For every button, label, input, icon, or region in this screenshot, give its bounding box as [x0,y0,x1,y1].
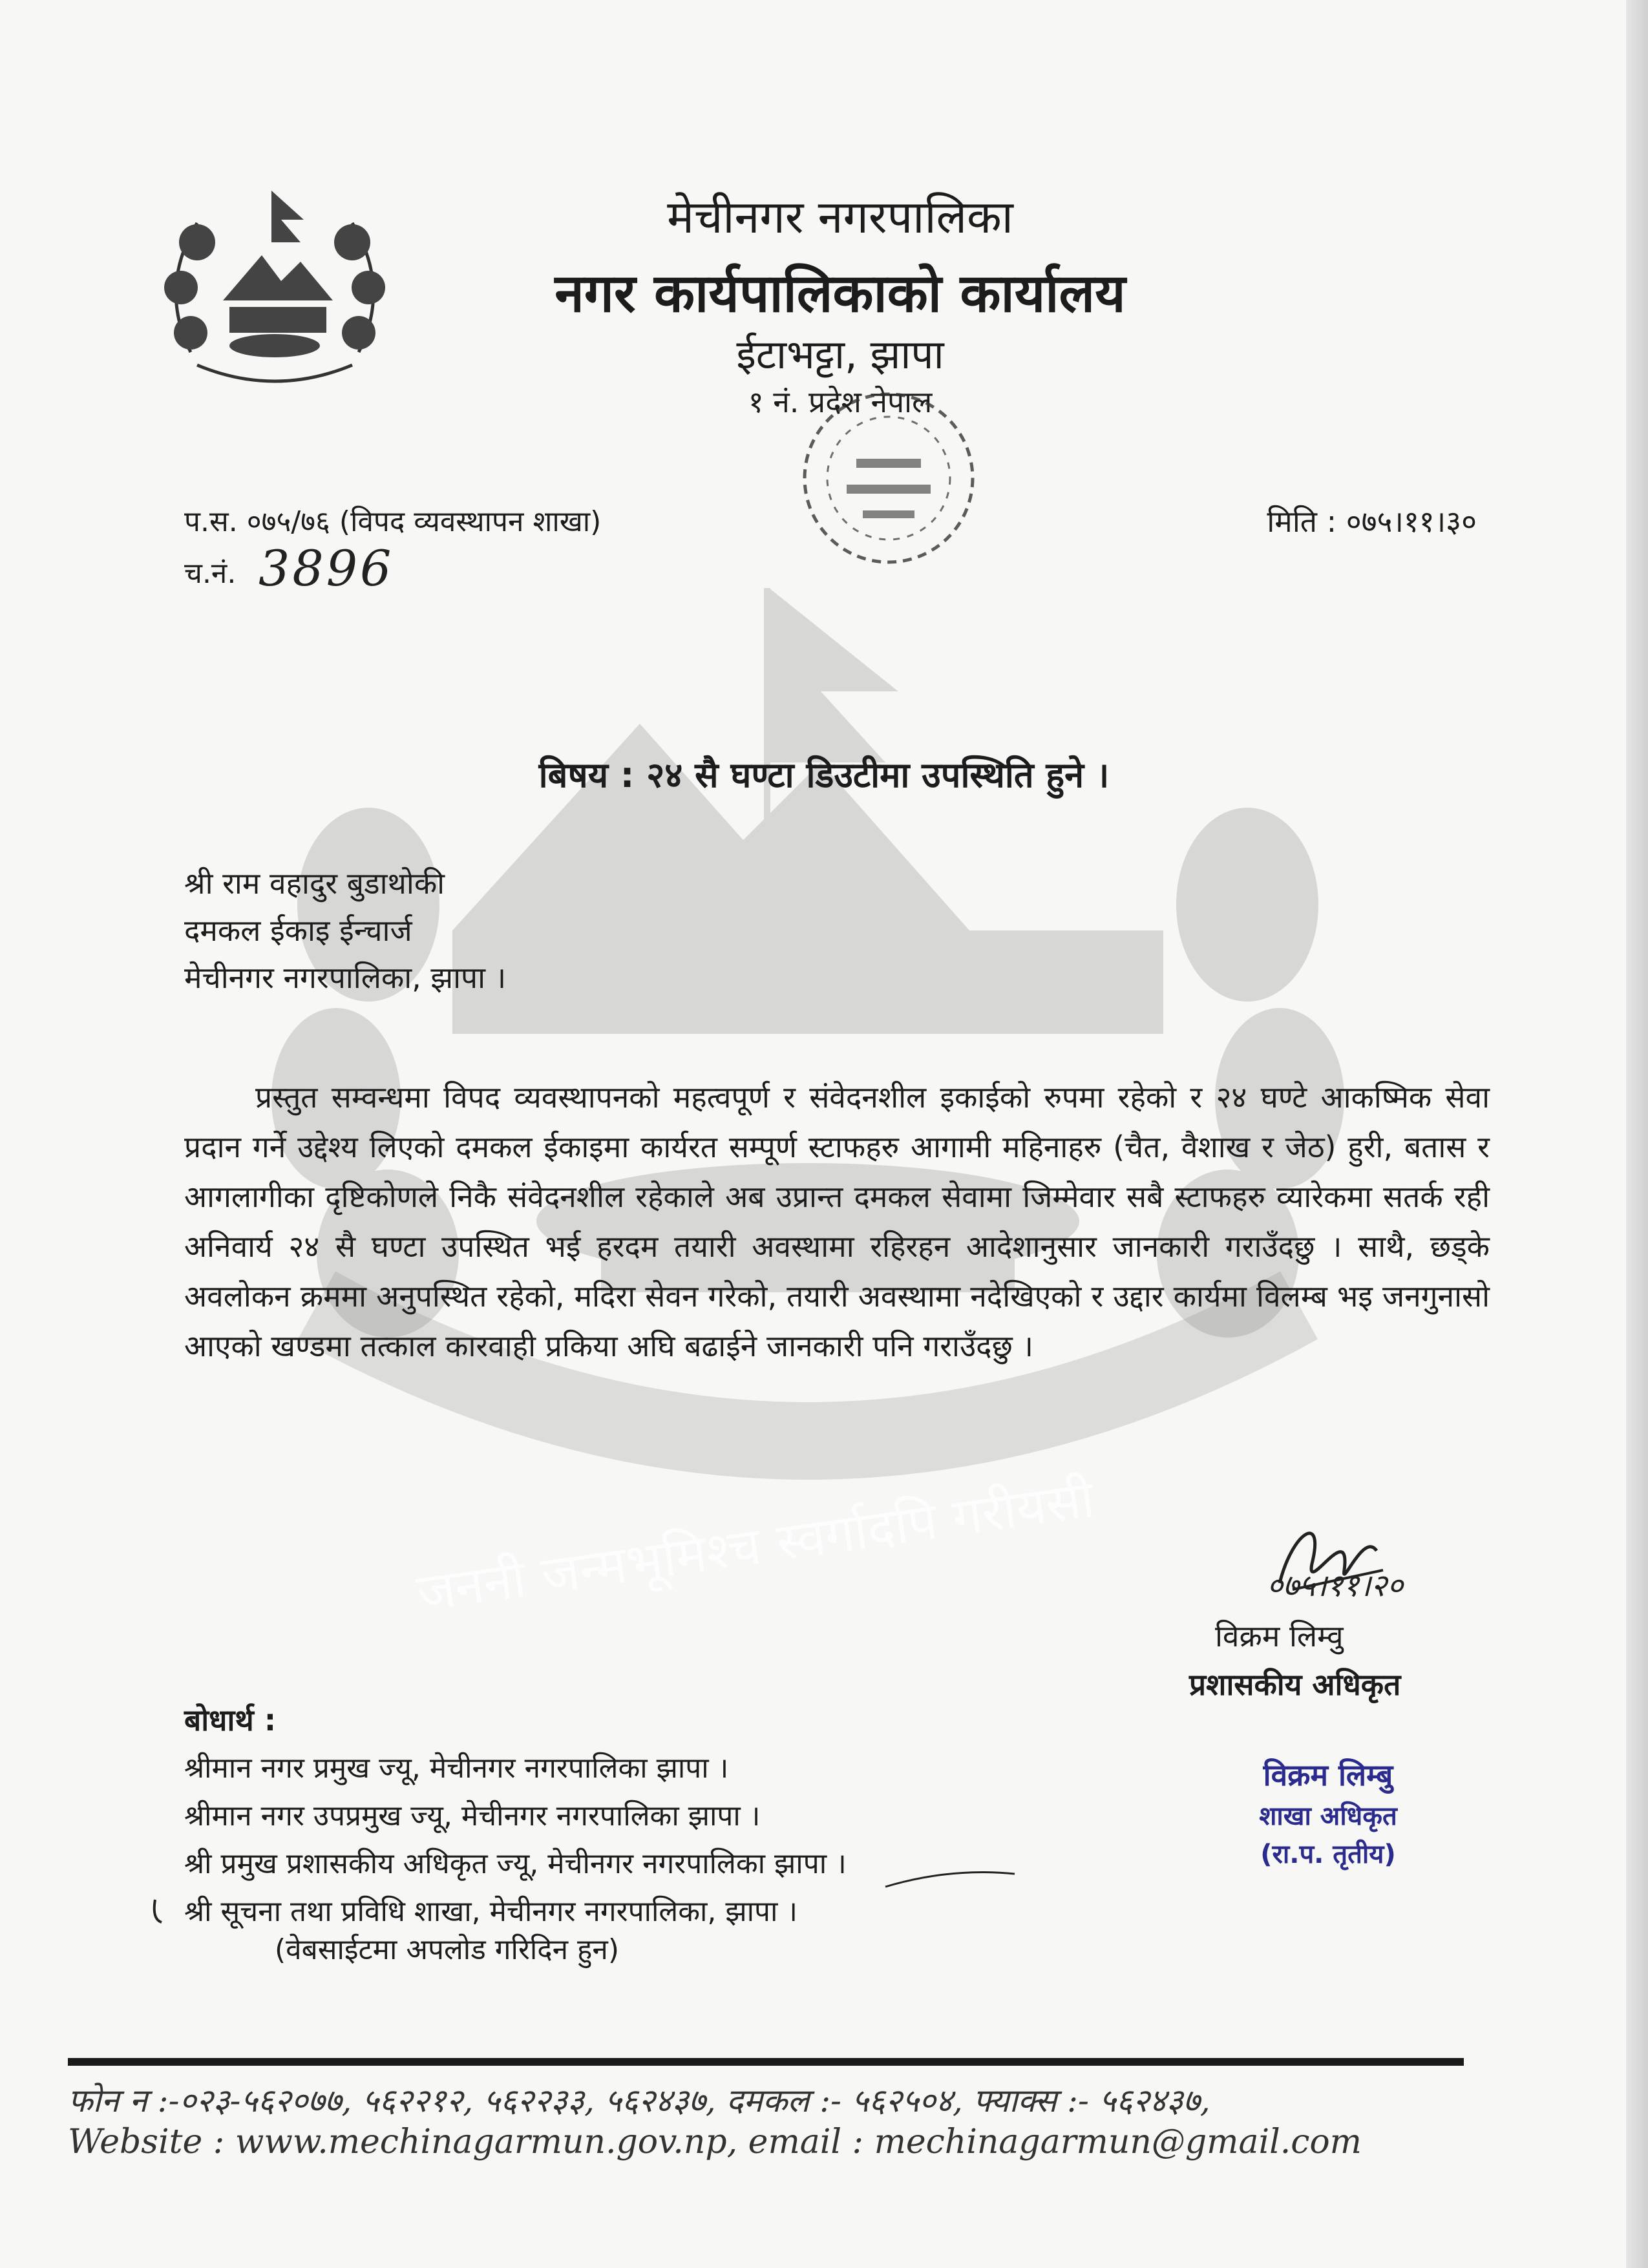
footer-website-email: Website : www.mechinagarmun.gov.np, email : mechinagarmun@gmail.com [68,2123,1362,2161]
addressee-post: दमकल ईकाइ ईन्चार्ज [184,913,412,948]
letter-subject: बिषय : २४ सै घण्टा डिउटीमा उपस्थिति हुने । [538,755,1110,795]
office-seal [785,381,992,575]
pen-underline-mark [142,1861,1021,1926]
nepal-emblem-logo [152,184,397,397]
dispatch-number-handwritten: 3896 [259,540,394,597]
province-line: १ नं. प्रदेश नेपाल [748,384,933,419]
letter-body: प्रस्तुत सम्वन्धमा विपद व्यवस्थापनको महत्वपूर्ण र संवेदनशील इकाईको रुपमा रहेको र २४ घण्टे आकष्मिक सेवा प्रदान गर्ने उद्देश्य लिएको दमकल ईकाइमा कार्यरत सम्पूर्ण स्टाफहरु आगामी महिनाहरु (चैत, वैशाख र जेठ) हुरी, बतास र आगलागीका दृष्टिकोणले निकै संवेदनशील रहेकाले अब उप्रान्त दमकल सेवामा जिम्मेवार सबै स्टाफहरु व्यारेकमा सतर्क रही अनिवार्य २४ सै घण्टा उपस्थित भई हरदम तयारी अवस्थामा रहिरहन आदेशानुसार जानकारी गराउँदछु । साथै, छड्के अवलोकन क्रममा अनुपस्थित रहेको, मदिरा सेवन गरेको, तयारी अवस्थामा नदेखिएको र उद्दार कार्यमा विलम्ब भइ जनगुनासो आएको खण्डमा तत्काल कारवाही प्रकिया अघि बढाईने जानकारी पनि गराउँदछु । [184,1080,1490,1363]
letter-date: मिति : ०७५।११।३० [1267,504,1477,539]
page-edge [1626,0,1648,2268]
cc-item: श्रीमान नगर उपप्रमुख ज्यू, मेचीनगर नगरपालिका झापा । [184,1800,761,1832]
municipality-name: मेचीनगर नगरपालिका [667,191,1013,244]
signer-name: विक्रम लिम्वु [1215,1619,1344,1654]
stamp-name: विक्रम लिम्बु [1263,1758,1393,1792]
dispatch-number-label: च.नं. [184,557,237,590]
office-location: ईटाभट्टा, झापा [736,331,944,378]
letter-reference-number: प.स. ०७५/७६ (विपद व्यवस्थापन शाखा) [184,505,602,538]
footer-divider [68,2058,1464,2066]
signature-date: ०७५।११।२० [1267,1568,1404,1604]
watermark-motto: जननी जन्मभूमिश्च स्वर्गादपि गरीयसी [413,1468,1098,1624]
addressee-office: मेचीनगर नगरपालिका, झापा । [184,960,507,995]
office-name: नगर कार्यपालिकाको कार्यालय [555,263,1126,324]
stamp-post: शाखा अधिकृत [1259,1801,1397,1831]
signer-title: प्रशासकीय अधिकृत [1189,1667,1401,1702]
cc-item: श्रीमान नगर प्रमुख ज्यू, मेचीनगर नगरपालिका झापा । [184,1752,729,1785]
cc-note: (वेबसाईटमा अपलोड गरिदिन हुन) [275,1933,620,1966]
footer-phone: फोन न :-०२३-५६२०७७, ५६२२१२, ५६२२३३, ५६२४३७, दमकल :- ५६२५०४, फ्याक्स :- ५६२४३७, [68,2082,1210,2119]
cc-item: श्री सूचना तथा प्रविधि शाखा, मेचीनगर नगरपालिका, झापा । [184,1895,798,1928]
officer-stamp [1205,1754,1451,1871]
cc-item: श्री प्रमुख प्रशासकीय अधिकृत ज्यू, मेचीनगर नगरपालिका झापा । [184,1847,847,1880]
stamp-rank: (रा.प. तृतीय) [1260,1840,1396,1869]
cc-heading: बोधार्थ : [184,1703,277,1738]
addressee-name: श्री राम वहादुर बुडाथोकी [184,866,445,901]
